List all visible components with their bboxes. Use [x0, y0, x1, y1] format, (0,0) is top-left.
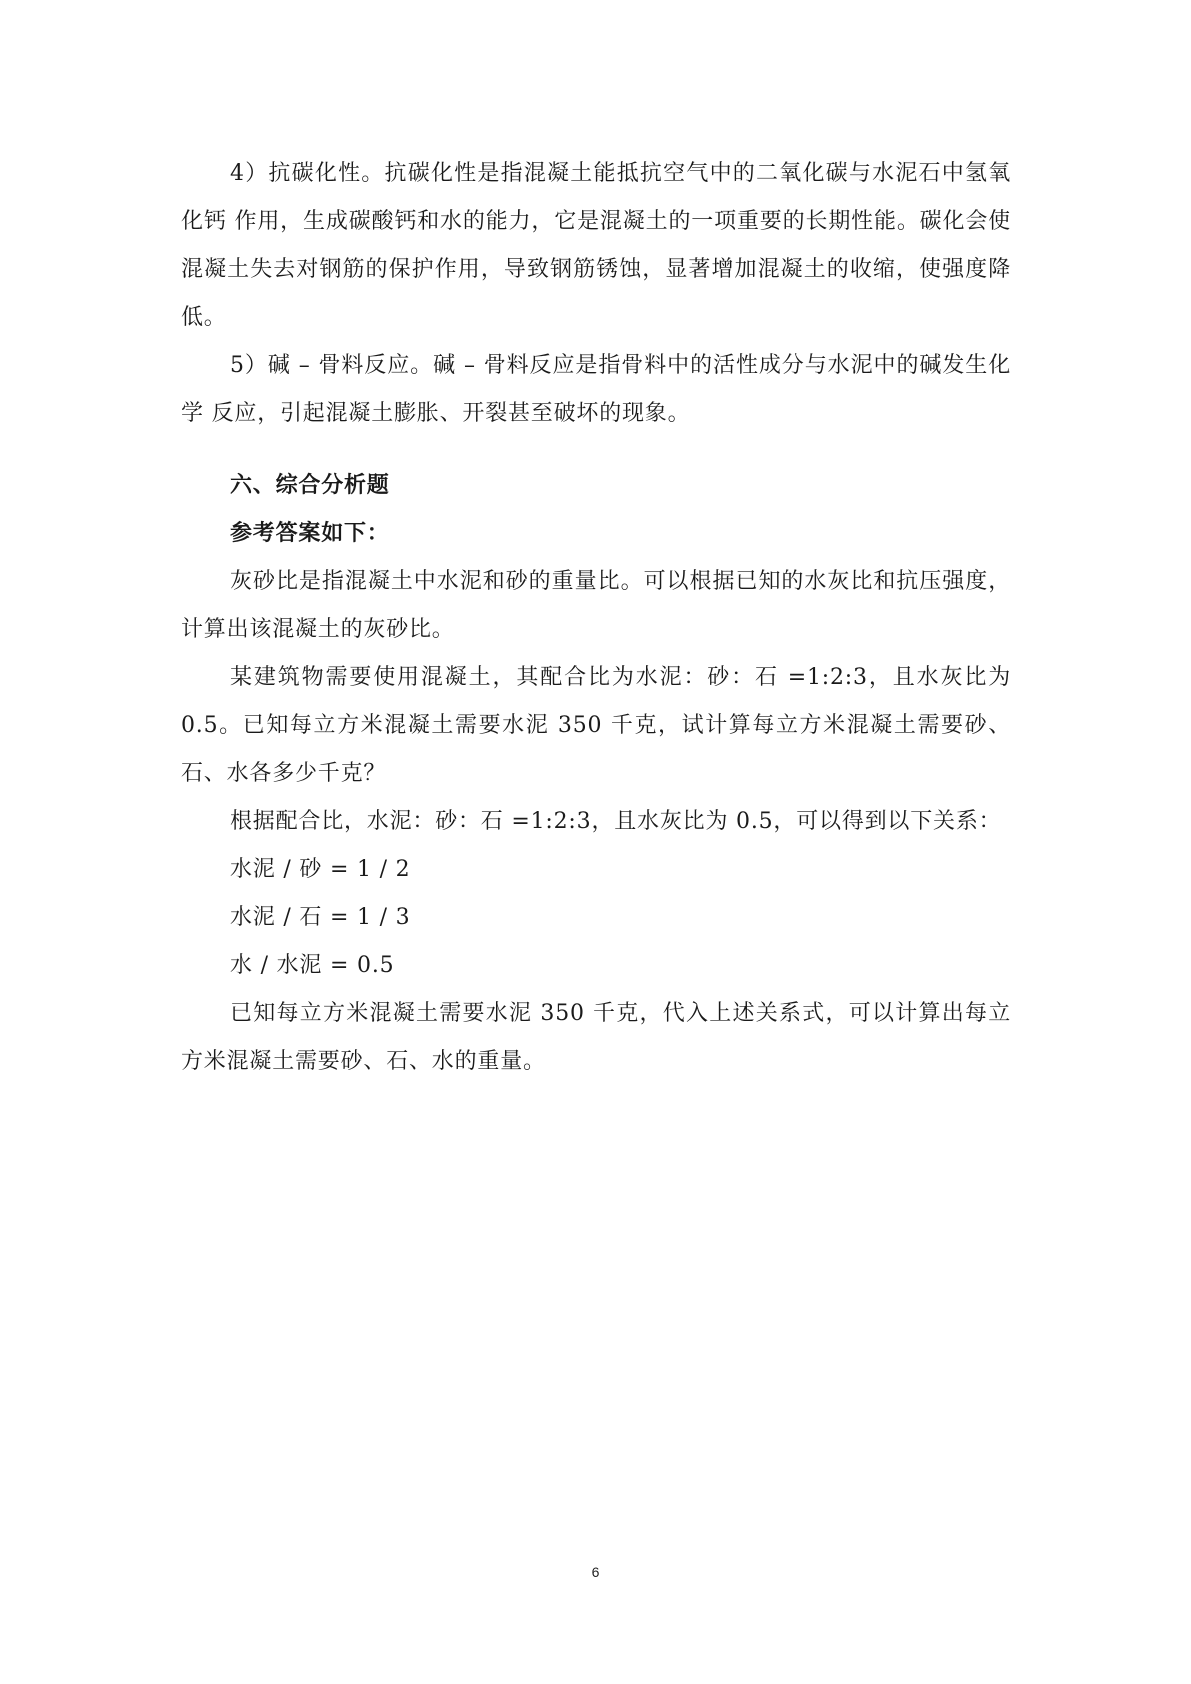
formula-cement-sand: 水泥 / 砂 = 1 / 2	[230, 857, 411, 882]
formula-cement-stone: 水泥 / 石 = 1 / 3	[230, 905, 411, 930]
answer-subheading: 参考答案如下：	[230, 521, 390, 546]
section-spacer	[181, 438, 1011, 462]
paragraph-relations-intro: 根据配合比，水泥：砂：石 =1:2:3，且水灰比为 0.5，可以得到以下关系：	[230, 809, 1002, 834]
paragraph-alkali-aggregate-reaction: 5）碱 – 骨料反应。碱 – 骨料反应是指骨料中的活性成分与水泥中的碱发生化学 反应，引起混凝土膨胀、开裂甚至破坏的现象。	[181, 353, 1011, 426]
paragraph-carbonation-resistance: 4）抗碳化性。抗碳化性是指混凝土能抵抗空气中的二氧化碳与水泥石中氢氧化钙 作用，生成碳酸钙和水的能力，它是混凝土的一项重要的长期性能。碳化会使混凝土失去对钢筋的保护作用，导致钢筋锈蚀，显著增加混凝土的收缩，使强度降低。	[181, 161, 1011, 330]
paragraph-conclusion: 已知每立方米混凝土需要水泥 350 千克，代入上述关系式，可以计算出每立方米混凝土需要砂、石、水的重量。	[181, 1001, 1011, 1074]
formula-water-cement: 水 / 水泥 = 0.5	[230, 953, 395, 978]
page-number: 6	[591, 1564, 600, 1580]
page-content	[181, 150, 1011, 1086]
paragraph-cement-sand-ratio: 灰砂比是指混凝土中水泥和砂的重量比。可以根据已知的水灰比和抗压强度，计算出该混凝土的灰砂比。	[181, 569, 1011, 642]
paragraph-problem-statement: 某建筑物需要使用混凝土，其配合比为水泥：砂：石 =1:2:3，且水灰比为0.5。已知每立方米混凝土需要水泥 350 千克，试计算每立方米混凝土需要砂、石、水各多少千克？	[181, 665, 1011, 786]
section-heading: 六、综合分析题	[230, 473, 390, 498]
